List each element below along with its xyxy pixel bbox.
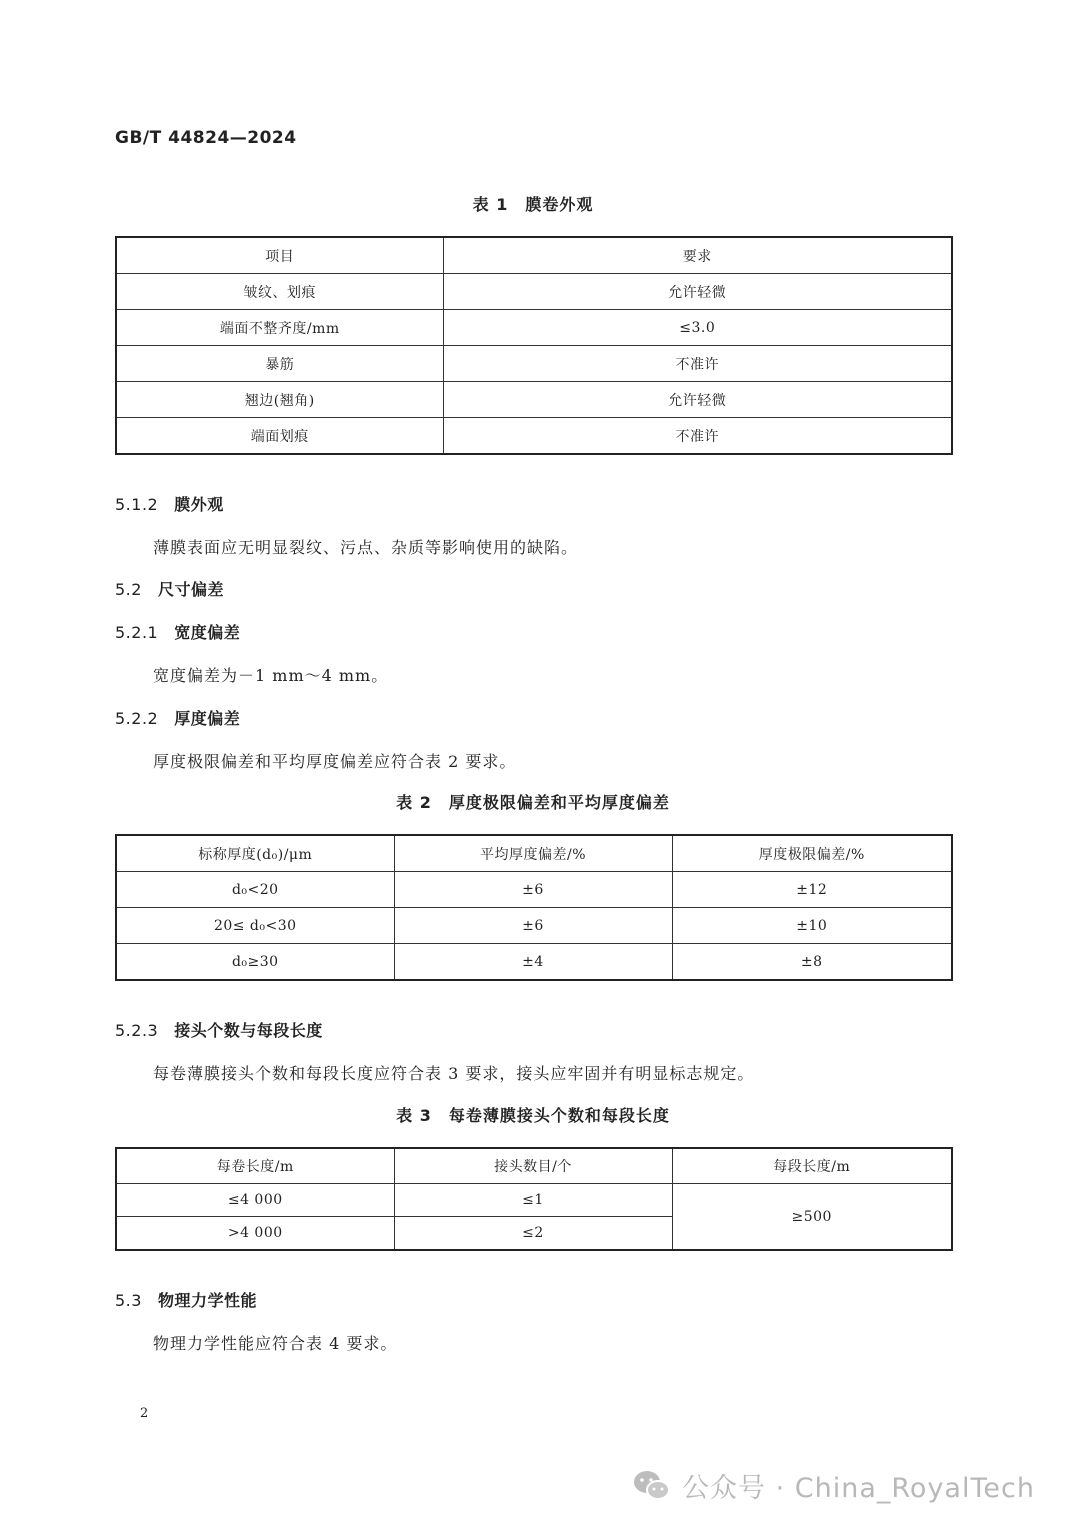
- table-cell: 不准许: [443, 418, 952, 455]
- table-cell: 允许轻微: [443, 274, 952, 310]
- section-title: 尺寸偏差: [157, 580, 224, 599]
- table-row: [116, 1184, 952, 1217]
- section-title: 膜外观: [174, 495, 224, 514]
- table1-caption: 表 1 膜卷外观: [472, 195, 594, 214]
- section-title: 接头个数与每段长度: [174, 1021, 323, 1040]
- table-cell: 20≤ d₀<30: [116, 908, 394, 944]
- paragraph-5-2-3: 每卷薄膜接头个数和每段长度应符合表 3 要求，接头应牢固并有明显标志规定。: [153, 1064, 755, 1083]
- table-cell: ±12: [672, 872, 952, 908]
- table-cell: ±4: [394, 944, 672, 981]
- table-cell: ≤2: [394, 1217, 672, 1251]
- wechat-icon: [632, 1469, 672, 1503]
- table-header-row: [116, 237, 952, 274]
- table-header-cell: 每段长度/m: [672, 1148, 952, 1184]
- table-row: [116, 908, 952, 944]
- paragraph-5-2-1: 宽度偏差为－1 mm～4 mm。: [153, 666, 389, 685]
- table-header-cell: 要求: [443, 237, 952, 274]
- section-number: 5.2.1: [115, 623, 159, 642]
- table-cell: 暴筋: [116, 346, 443, 382]
- table-header-cell: 平均厚度偏差/%: [394, 835, 672, 872]
- section-number: 5.1.2: [115, 495, 159, 514]
- section-heading-5-3: [115, 1288, 257, 1311]
- table-header-cell: 厚度极限偏差/%: [672, 835, 952, 872]
- page-number: 2: [140, 1406, 149, 1421]
- table-row: [116, 382, 952, 418]
- section-title: 厚度偏差: [174, 709, 241, 728]
- table-cell: 翘边(翘角): [116, 382, 443, 418]
- section-title: 宽度偏差: [174, 623, 241, 642]
- table3: [115, 1147, 953, 1251]
- table-header-row: [116, 1148, 952, 1184]
- table-header-cell: 项目: [116, 237, 443, 274]
- table-cell: ≤4 000: [116, 1184, 394, 1217]
- table2: [115, 834, 953, 981]
- table-cell: ±10: [672, 908, 952, 944]
- table-cell: 端面不整齐度/mm: [116, 310, 443, 346]
- section-heading-5-2-3: [115, 1018, 323, 1041]
- section-heading-5-2-2: [115, 706, 240, 729]
- table-cell: ≤1: [394, 1184, 672, 1217]
- table-row: [116, 872, 952, 908]
- table-header-cell: 标称厚度(d₀)/μm: [116, 835, 394, 872]
- table-cell: 不准许: [443, 346, 952, 382]
- section-title: 物理力学性能: [157, 1291, 257, 1310]
- table-row: [116, 274, 952, 310]
- section-heading-5-1-2: [115, 492, 224, 515]
- table-cell: 端面划痕: [116, 418, 443, 455]
- watermark: [632, 1466, 1035, 1505]
- paragraph-5-1-2: 薄膜表面应无明显裂纹、污点、杂质等影响使用的缺陷。: [153, 538, 579, 557]
- table1: [115, 236, 953, 455]
- watermark-text: 公众号 · China_RoyalTech: [682, 1473, 1035, 1504]
- table-cell: ±8: [672, 944, 952, 981]
- standard-code: GB/T 44824—2024: [115, 128, 297, 148]
- section-number: 5.2.3: [115, 1021, 159, 1040]
- table-row: [116, 418, 952, 455]
- table2-caption: 表 2 厚度极限偏差和平均厚度偏差: [396, 793, 670, 812]
- table-header-cell: 每卷长度/m: [116, 1148, 394, 1184]
- table-cell: ±6: [394, 872, 672, 908]
- section-heading-5-2-1: [115, 620, 240, 643]
- table-row: [116, 346, 952, 382]
- table-cell: ≤3.0: [443, 310, 952, 346]
- table3-caption: 表 3 每卷薄膜接头个数和每段长度: [396, 1106, 670, 1125]
- table-cell: >4 000: [116, 1217, 394, 1251]
- table-cell: 允许轻微: [443, 382, 952, 418]
- section-number: 5.2: [115, 580, 142, 599]
- table-cell-merged: ≥500: [672, 1184, 952, 1251]
- table-cell: ±6: [394, 908, 672, 944]
- table-row: [116, 310, 952, 346]
- table-header-cell: 接头数目/个: [394, 1148, 672, 1184]
- table-cell: d₀<20: [116, 872, 394, 908]
- table-cell: d₀≥30: [116, 944, 394, 981]
- section-heading-5-2: [115, 577, 224, 600]
- table-header-row: [116, 835, 952, 872]
- paragraph-5-3: 物理力学性能应符合表 4 要求。: [153, 1334, 398, 1353]
- section-number: 5.2.2: [115, 709, 159, 728]
- table-cell: 皱纹、划痕: [116, 274, 443, 310]
- section-number: 5.3: [115, 1291, 142, 1310]
- table-row: [116, 944, 952, 981]
- paragraph-5-2-2: 厚度极限偏差和平均厚度偏差应符合表 2 要求。: [153, 752, 517, 771]
